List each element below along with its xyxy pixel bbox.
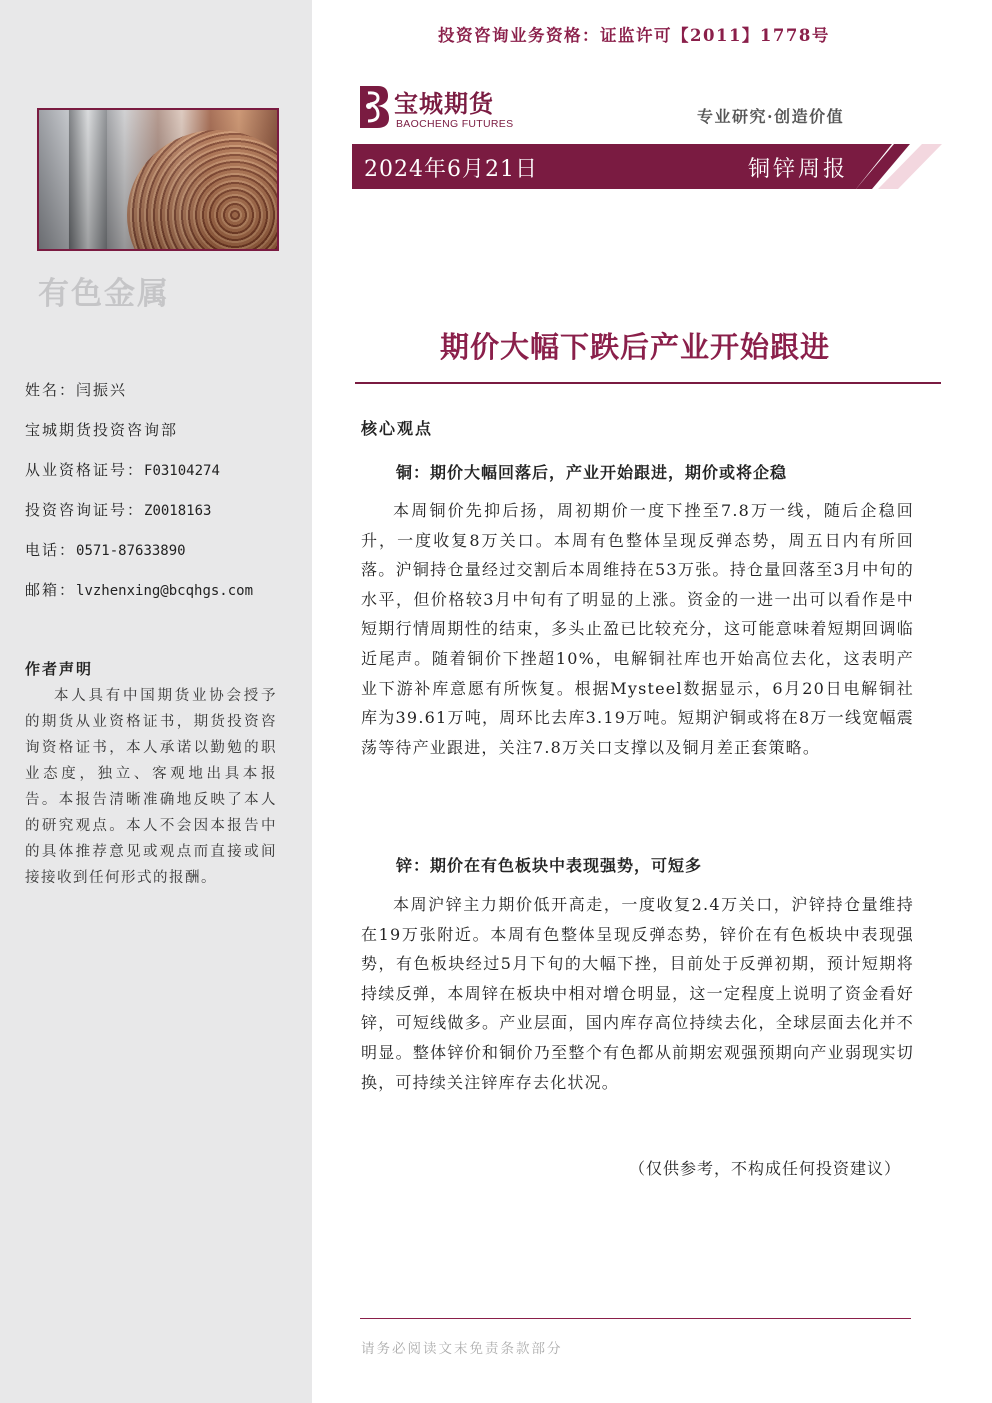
zinc-heading: 锌：期价在有色板块中表现强势，可短多 — [396, 856, 703, 875]
qualification-line: 投资咨询业务资格：证监许可【2011】1778号 — [438, 26, 830, 45]
cover-image — [37, 108, 279, 251]
section-heading: 核心观点 — [361, 419, 434, 438]
footer-note: 请务必阅读文末免责条款部分 — [361, 1341, 563, 1357]
author-department: 宝城期货投资咨询部 — [25, 421, 179, 439]
title-divider — [355, 382, 941, 384]
email[interactable]: 邮箱：lvzhenxing@bcqhgs.com — [25, 581, 254, 599]
report-title: 期价大幅下跌后产业开始跟进 — [440, 330, 831, 364]
sidebar — [0, 0, 312, 1403]
footer-divider — [360, 1318, 911, 1319]
consulting-number: 投资咨询证号：Z0018163 — [25, 501, 212, 519]
category-label: 有色金属 — [38, 276, 170, 312]
statement-title: 作者声明 — [25, 660, 94, 678]
copper-heading: 铜：期价大幅回落后，产业开始跟进，期价或将企稳 — [396, 463, 788, 482]
phone: 电话：0571-87633890 — [25, 541, 186, 559]
disclaimer: （仅供参考，不构成任何投资建议） — [629, 1159, 902, 1178]
statement-body: 本人具有中国期货业协会授予的期货从业资格证书，期货投资咨询资格证书，本人承诺以勤勉的职业态度，独立、客观地出具本报告。本报告清晰准确地反映了本人的研究观点。本人不会因本报告中的具体推荐意见或观点而直接或间接接收到任何形式的报酬。 — [25, 688, 277, 886]
logo-text-en: BAOCHENG FUTURES — [396, 118, 514, 130]
author-name: 姓名：闫振兴 — [25, 381, 128, 399]
qualification-number: 从业资格证号：F03104274 — [25, 461, 220, 479]
report-date: 2024年6月21日 — [364, 157, 538, 182]
logo-icon — [356, 84, 390, 130]
logo-text-cn: 宝城期货 — [394, 89, 494, 118]
company-logo — [356, 82, 526, 132]
copper-paragraph: 本周铜价先抑后扬，周初期价一度下挫至7.8万一线，随后企稳回升，一度收复8万关口。本周有色整体呈现反弹态势，周五日内有所回落。沪铜持仓量经过交割后本周维持在53万张。持仓量回落至3月中旬的水平，但价格较3月中旬有了明显的上涨。资金的一进一出可以看作是中短期行情周期性的结束，多头止盈已比较充分，这可能意味着短期回调临近尾声。随着铜价下挫超10%，电解铜社库也开始高位去化，这表明产业下游补库意愿有所恢复。根据Mysteel数据显示，6月20日电解铜社库为39.61万吨，周环比去库3.19万吨。短期沪铜或将在8万一线宽幅震荡等待产业跟进，关注7.8万关口支撑以及铜月差正套策略。 — [361, 501, 914, 757]
report-type: 铜锌周报 — [748, 157, 849, 182]
slogan: 专业研究·创造价值 — [697, 107, 845, 126]
zinc-paragraph: 本周沪锌主力期价低开高走，一度收复2.4万关口，沪锌持仓量维持在19万张附近。本周有色整体呈现反弹态势，锌价在有色板块中表现强势，有色板块经过5月下旬的大幅下挫，目前处于反弹初期，预计短期将持续反弹，本周锌在板块中相对增仓明显，这一定程度上说明了资金看好锌，可短线做多。产业层面，国内库存高位持续去化，全球层面去化并不明显。整体锌价和铜价乃至整个有色都从前期宏观强预期向产业弱现实切换，可持续关注锌库存去化状况。 — [361, 895, 914, 1092]
